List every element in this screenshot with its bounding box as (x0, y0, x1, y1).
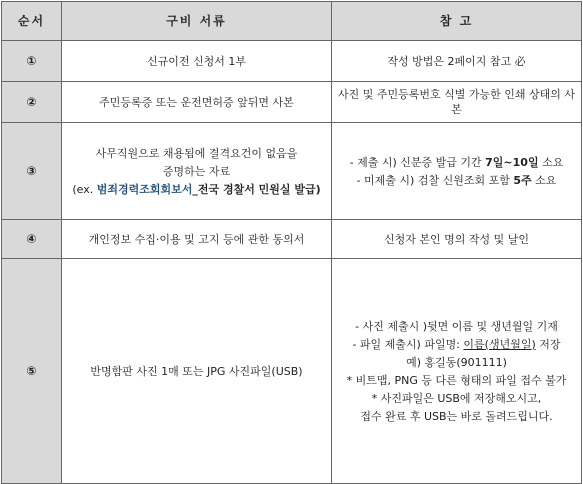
note-line: * 사진파일은 USB에 저장해오시고, (371, 391, 542, 405)
note-text: 소요 (535, 173, 557, 187)
document-cell: 개인정보 수집·이용 및 고지 등에 관한 동의서 (62, 220, 332, 259)
header-order: 순서 (2, 2, 62, 41)
header-notes: 참 고 (332, 2, 582, 41)
table-row (2, 82, 582, 123)
doc-line (65, 182, 328, 197)
row-number: ② (2, 82, 62, 123)
table-header-row (2, 2, 582, 41)
note-line (335, 155, 578, 170)
note-cell: 신청자 본인 명의 작성 및 날인 (332, 220, 582, 259)
note-text: - 제출 시) 신분증 발급 기간 (349, 155, 482, 169)
note-cell (332, 259, 582, 484)
row-number: ④ (2, 220, 62, 259)
table-row (2, 123, 582, 220)
note-line (335, 173, 578, 188)
note-line: 접수 완료 후 USB는 바로 돌려드립니다. (360, 409, 553, 423)
note-bold: 5주 (513, 173, 532, 187)
note-cell: 작성 방법은 2페이지 참고 必 (332, 41, 582, 82)
document-cell (62, 123, 332, 220)
table-row (2, 259, 582, 484)
document-cell: 주민등록증 또는 운전면허증 앞뒤면 사본 (62, 82, 332, 123)
note-line: 예) 홍길동(901111) (406, 355, 507, 369)
note-cell: 사진 및 주민등록번호 식별 가능한 인쇄 상태의 사본 (332, 82, 582, 123)
table-row (2, 220, 582, 259)
document-cell: 반명함판 사진 1매 또는 JPG 사진파일(USB) (62, 259, 332, 484)
row-number: ⑤ (2, 259, 62, 484)
doc-example-prefix: (ex. (72, 182, 94, 196)
note-cell (332, 123, 582, 220)
row-number: ③ (2, 123, 62, 220)
note-line (335, 337, 578, 352)
note-text: 저장 (539, 337, 561, 351)
note-bold: 7일~10일 (485, 155, 539, 169)
note-text: 소요 (542, 155, 564, 169)
table-row (2, 41, 582, 82)
note-line: - 사진 제출시 )뒷면 이름 및 생년월일 기재 (355, 319, 558, 333)
doc-line: 사무직원으로 채용됨에 결격요건이 없음을 (95, 146, 298, 160)
document-cell: 신규이전 신청서 1부 (62, 41, 332, 82)
row-number: ① (2, 41, 62, 82)
note-text: - 파일 제출시) 파일명: (352, 337, 460, 351)
header-documents: 구비 서류 (62, 2, 332, 41)
note-line: * 비트맵, PNG 등 다른 형태의 파일 접수 불가 (346, 373, 567, 387)
doc-example-rest: _전국 경찰서 민원실 발급) (192, 182, 321, 196)
doc-line: 증명하는 자료 (162, 164, 231, 178)
doc-highlight: 범죄경력조회회보서 (96, 182, 193, 196)
note-text: - 미제출 시) 검찰 신원조회 포함 (356, 173, 510, 187)
document-table (1, 1, 582, 484)
note-underline: 이름(생년월일) (463, 337, 536, 351)
